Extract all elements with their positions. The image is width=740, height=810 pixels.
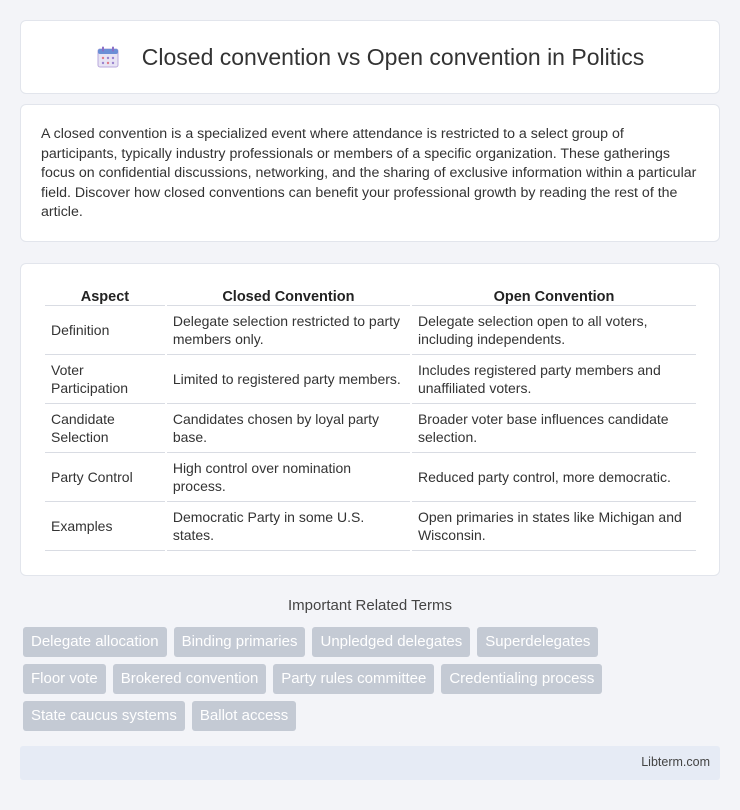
cell-open: Open primaries in states like Michigan and Wisconsin. bbox=[412, 502, 696, 551]
footer bbox=[20, 746, 720, 780]
footer-site-link[interactable]: Libterm.com bbox=[641, 755, 710, 769]
tag-unpledged-delegates[interactable]: Unpledged delegates bbox=[312, 627, 470, 657]
page-title: Closed convention vs Open convention in Politics bbox=[141, 43, 645, 70]
tag-credentialing-process[interactable]: Credentialing process bbox=[441, 664, 602, 694]
header-card bbox=[20, 20, 720, 94]
related-terms-title: Important Related Terms bbox=[288, 597, 452, 614]
tag-party-rules-committee[interactable]: Party rules committee bbox=[273, 664, 434, 694]
tag-ballot-access[interactable]: Ballot access bbox=[192, 701, 296, 731]
header-aspect: Aspect bbox=[45, 284, 165, 306]
cell-closed: High control over nomination process. bbox=[167, 453, 410, 502]
tag-brokered-convention[interactable]: Brokered convention bbox=[113, 664, 267, 694]
header-open-convention: Open Convention bbox=[412, 284, 696, 306]
table-row bbox=[45, 355, 696, 404]
tag-binding-primaries[interactable]: Binding primaries bbox=[174, 627, 306, 657]
cell-open: Delegate selection open to all voters, including independents. bbox=[412, 306, 696, 355]
cell-aspect: Voter Participation bbox=[45, 355, 165, 404]
cell-closed: Limited to registered party members. bbox=[167, 355, 410, 404]
intro-card bbox=[20, 104, 720, 242]
cell-closed: Democratic Party in some U.S. states. bbox=[167, 502, 410, 551]
cell-aspect: Definition bbox=[45, 306, 165, 355]
tag-delegate-allocation[interactable]: Delegate allocation bbox=[23, 627, 167, 657]
table-row bbox=[45, 404, 696, 453]
comparison-table-card bbox=[20, 263, 720, 576]
cell-open: Broader voter base influences candidate selection. bbox=[412, 404, 696, 453]
cell-open: Includes registered party members and unaffiliated voters. bbox=[412, 355, 696, 404]
cell-closed: Delegate selection restricted to party members only. bbox=[167, 306, 410, 355]
cell-closed: Candidates chosen by loyal party base. bbox=[167, 404, 410, 453]
tag-row bbox=[23, 627, 723, 657]
tag-state-caucus-systems[interactable]: State caucus systems bbox=[23, 701, 185, 731]
header-inner bbox=[96, 44, 644, 71]
table-row bbox=[45, 502, 696, 551]
table-row bbox=[45, 453, 696, 502]
tag-row bbox=[23, 664, 723, 694]
intro-text: A closed convention is a specialized event where attendance is restricted to a select group of participants, typically industry professionals or members of a specific organization. These gatherings focus on confidential discussions, networking, and the sharing of exclusive information within a particular field. Discover how closed conventions can benefit your professional growth by reading the rest of the article. bbox=[41, 126, 697, 221]
tag-superdelegates[interactable]: Superdelegates bbox=[477, 627, 598, 657]
table-header-row bbox=[45, 284, 696, 306]
related-terms-list bbox=[23, 627, 723, 738]
header-closed-convention: Closed Convention bbox=[167, 284, 410, 306]
table-row bbox=[45, 306, 696, 355]
tag-row bbox=[23, 701, 723, 731]
tag-floor-vote[interactable]: Floor vote bbox=[23, 664, 106, 694]
cell-aspect: Examples bbox=[45, 502, 165, 551]
comparison-table bbox=[43, 284, 698, 551]
cell-open: Reduced party control, more democratic. bbox=[412, 453, 696, 502]
calendar-icon bbox=[96, 45, 120, 69]
cell-aspect: Party Control bbox=[45, 453, 165, 502]
cell-aspect: Candidate Selection bbox=[45, 404, 165, 453]
